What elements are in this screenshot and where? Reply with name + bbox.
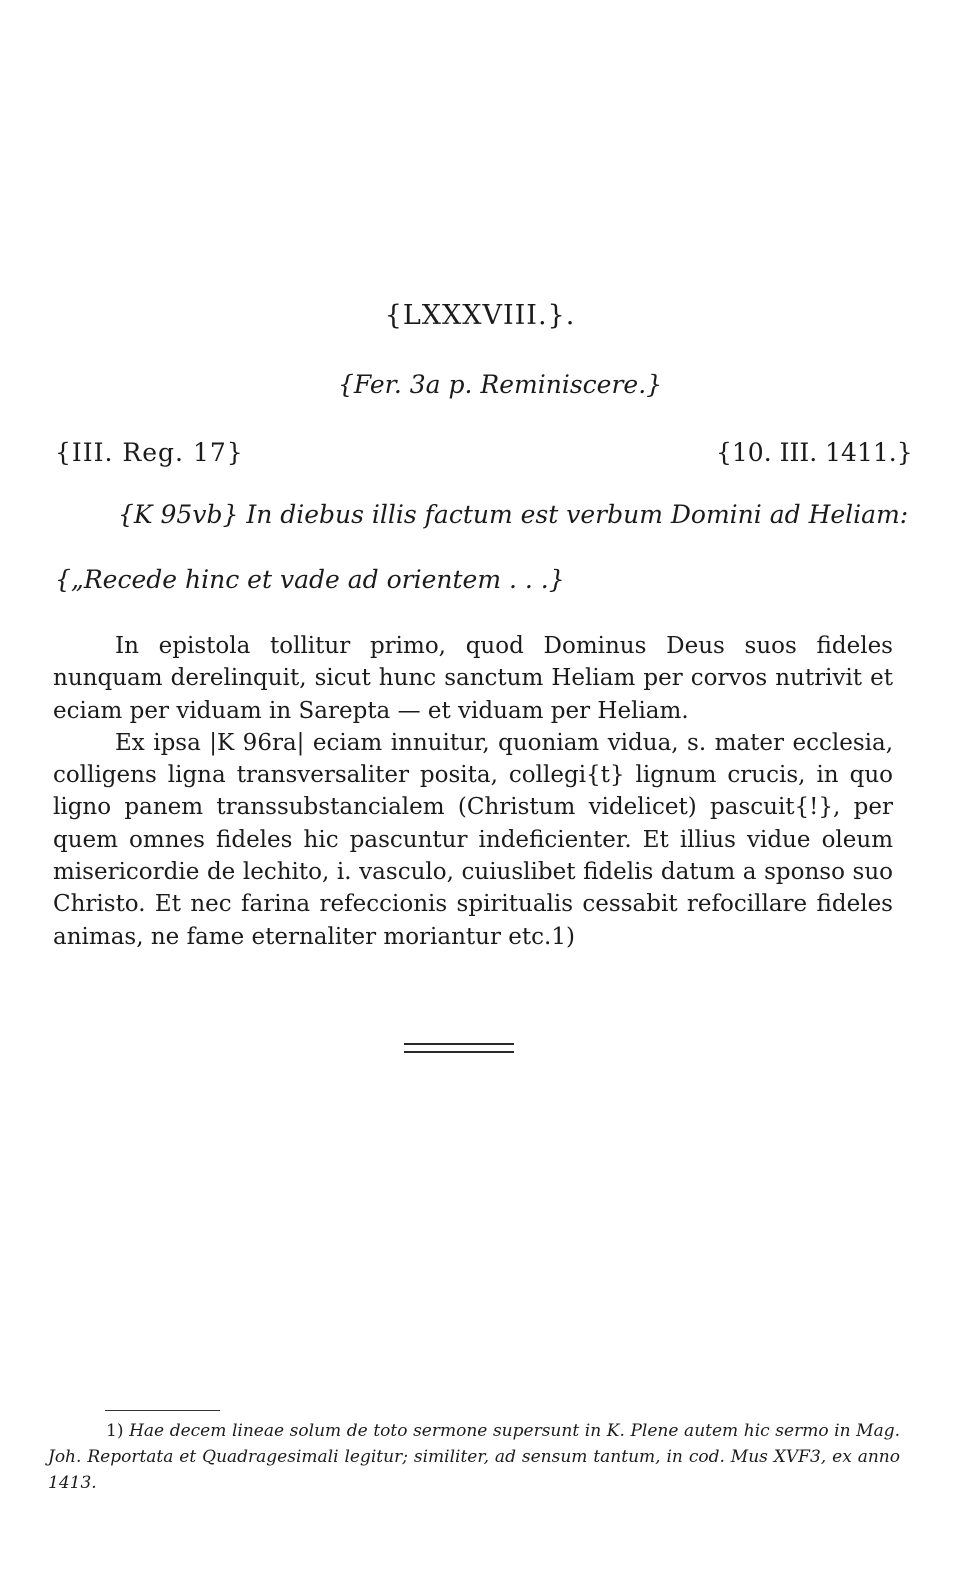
footnote	[48, 1418, 900, 1496]
sermon-body	[53, 630, 893, 953]
section-divider-top	[404, 1043, 514, 1045]
feria-heading: {Fer. 3a p. Reminiscere.}	[338, 370, 663, 399]
chapter-number: {LXXXVIII.}.	[384, 300, 576, 331]
incipit-line-2: {„Recede hinc et vade ad orientem . . .}	[55, 565, 565, 594]
body-paragraph-1: In epistola tollitur primo, quod Dominus Deus suos fideles nunquam derelinquit, sicut hunc sanctum Heliam per corvos nutrivit et eciam per viduam in Sarepta — et viduam per Heliam.	[53, 633, 893, 724]
incipit-line-1: {K 95vb} In diebus illis factum est verbum Domini ad Heliam:	[118, 500, 909, 529]
footnote-rule	[105, 1410, 220, 1411]
body-paragraph-2: Ex ipsa |K 96ra| eciam innuitur, quoniam vidua, s. mater ecclesia, colligens ligna transversaliter posita, collegi{t} lignum crucis, in quo ligno panem transsubstancialem (Christum videlicet) pascuit{!}, per quem omnes fideles hic pascuntur indeficienter. Et illius vidue oleum misericordie de lechito, i. vasculo, cuiuslibet fidelis datum a sponso suo Christo. Et nec farina refeccionis spiritualis cessabit refocillare fideles animas, ne fame eternaliter moriantur etc.1)	[53, 729, 893, 950]
sermon-date: {10. III. 1411.}	[716, 438, 913, 467]
scripture-reference: {III. Reg. 17}	[55, 438, 244, 467]
section-divider-bottom	[404, 1051, 514, 1053]
footnote-text: Hae decem lineae solum de toto sermone supersunt in K. Plene autem hic sermo in Mag. Joh. Reportata et Quadragesimali legitur; similiter, ad sensum tantum, in cod. Mus XVF3, ex anno 1413.	[48, 1421, 901, 1493]
footnote-marker: 1)	[106, 1421, 124, 1441]
